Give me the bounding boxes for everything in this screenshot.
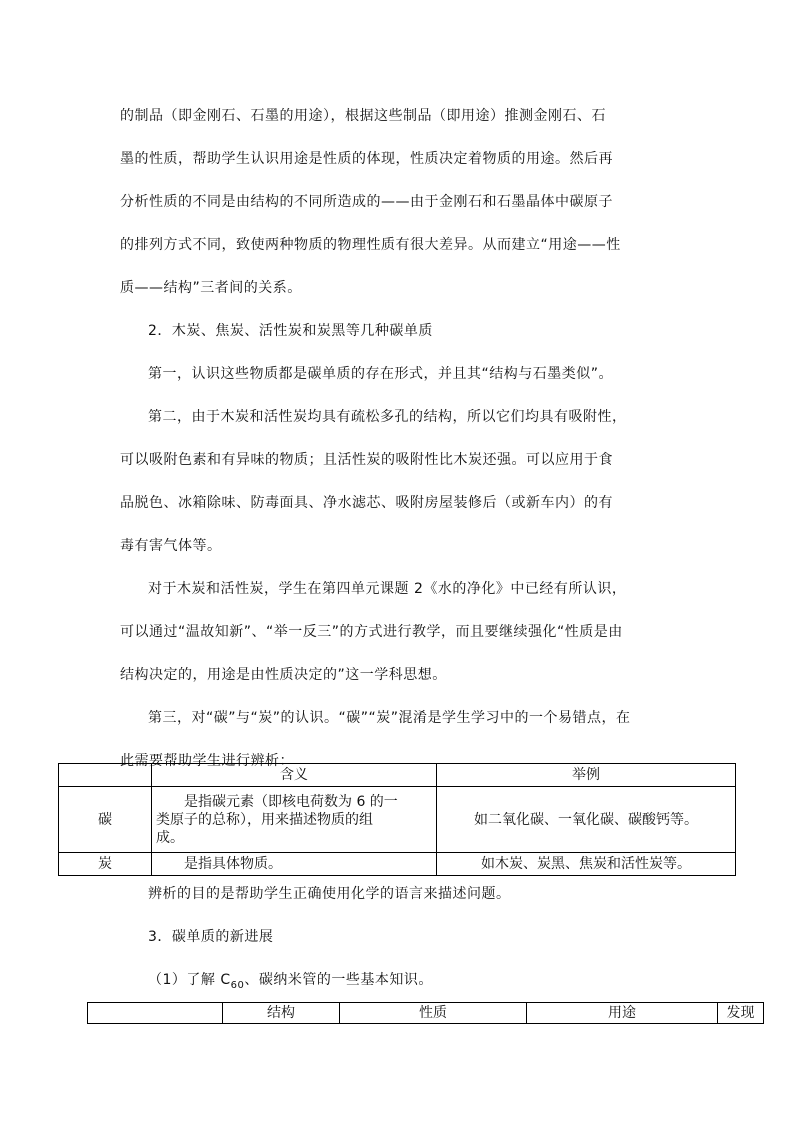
item-prefix: （1）了解 C (148, 972, 231, 988)
meaning-line: 是指碳元素（即核电荷数为 6 的一 (184, 793, 398, 810)
header-cell (59, 764, 152, 787)
header-cell: 用途 (527, 1003, 718, 1024)
example-cell: 如二氧化碳、一氧化碳、碳酸钙等。 (437, 787, 736, 853)
text-line: 墨的性质，帮助学生认识用途是性质的体现，性质决定着物质的用途。然后再 (120, 151, 613, 167)
header-cell (88, 1003, 223, 1024)
text-line: 第三，对“碳”与“炭”的认识。“碳”“炭”混淆是学生学习中的一个易错点，在 (148, 710, 631, 726)
table-header-row (59, 764, 736, 787)
header-cell: 性质 (340, 1003, 527, 1024)
subscript-60: 60 (230, 979, 245, 991)
table-row (59, 853, 736, 876)
point-first: 第一，认识这些物质都是碳单质的存在形式，并且其“结构与石墨类似”。 (148, 366, 614, 382)
meaning-cell (152, 853, 437, 876)
header-cell: 结构 (223, 1003, 340, 1024)
section-3-heading: 3．碳单质的新进展 (148, 929, 274, 945)
term-cell: 炭 (59, 853, 152, 876)
text-line: 质——结构”三者间的关系。 (120, 280, 302, 296)
text-line: 分析性质的不同是由结构的不同所造成的——由于金刚石和石墨晶体中碳原子 (120, 194, 613, 210)
text-line: 的制品（即金刚石、石墨的用途），根据这些制品（即用途）推测金刚石、石 (120, 108, 606, 124)
meaning-line: 是指具体物质。 (184, 856, 282, 872)
meaning-line: 成。 (156, 829, 184, 846)
text-line: 此需要帮助学生进行辨析： (120, 753, 294, 769)
section-2-heading: 2．木炭、焦炭、活性炭和炭黑等几种碳单质 (148, 323, 433, 339)
item-suffix: 、碳纳米管的一些基本知识。 (244, 972, 433, 988)
text-line: 品脱色、冰箱除味、防毒面具、净水滤芯、吸附房屋装修后（或新车内）的有 (120, 495, 613, 511)
text-line: 的排列方式不同，致使两种物质的物理性质有很大差异。从而建立“用途——性 (120, 237, 621, 253)
text-line: 毒有害气体等。 (120, 538, 222, 554)
meaning-cell (152, 787, 437, 853)
text-line: 对于木炭和活性炭，学生在第四单元课题 2《水的净化》中已经有所认识， (148, 581, 627, 597)
table-row (59, 787, 736, 853)
after-table-text: 辨析的目的是帮助学生正确使用化学的语言来描述问题。 (148, 886, 511, 902)
header-cell: 发现 (718, 1003, 764, 1024)
text-line: 可以通过“温故知新”、“举一反三”的方式进行教学，而且要继续强化“性质是由 (120, 624, 623, 640)
header-cell: 含义 (152, 764, 437, 787)
carbon-comparison-table (58, 763, 736, 876)
text-line: 第二，由于木炭和活性炭均具有疏松多孔的结构，所以它们均具有吸附性， (148, 409, 627, 425)
table-header-row (88, 1003, 764, 1024)
carbon-new-forms-table (87, 1002, 764, 1024)
meaning-line: 类原子的总称），用来描述物质的组 (156, 811, 373, 828)
text-line: 可以吸附色素和有异味的物质；且活性炭的吸附性比木炭还强。可以应用于食 (120, 452, 613, 468)
text-line: 结构决定的，用途是由性质决定的”这一学科思想。 (120, 667, 447, 683)
example-cell: 如木炭、炭黑、焦炭和活性炭等。 (437, 853, 736, 876)
section-3-item-1 (148, 970, 433, 996)
header-cell: 举例 (437, 764, 736, 787)
term-cell: 碳 (59, 787, 152, 853)
